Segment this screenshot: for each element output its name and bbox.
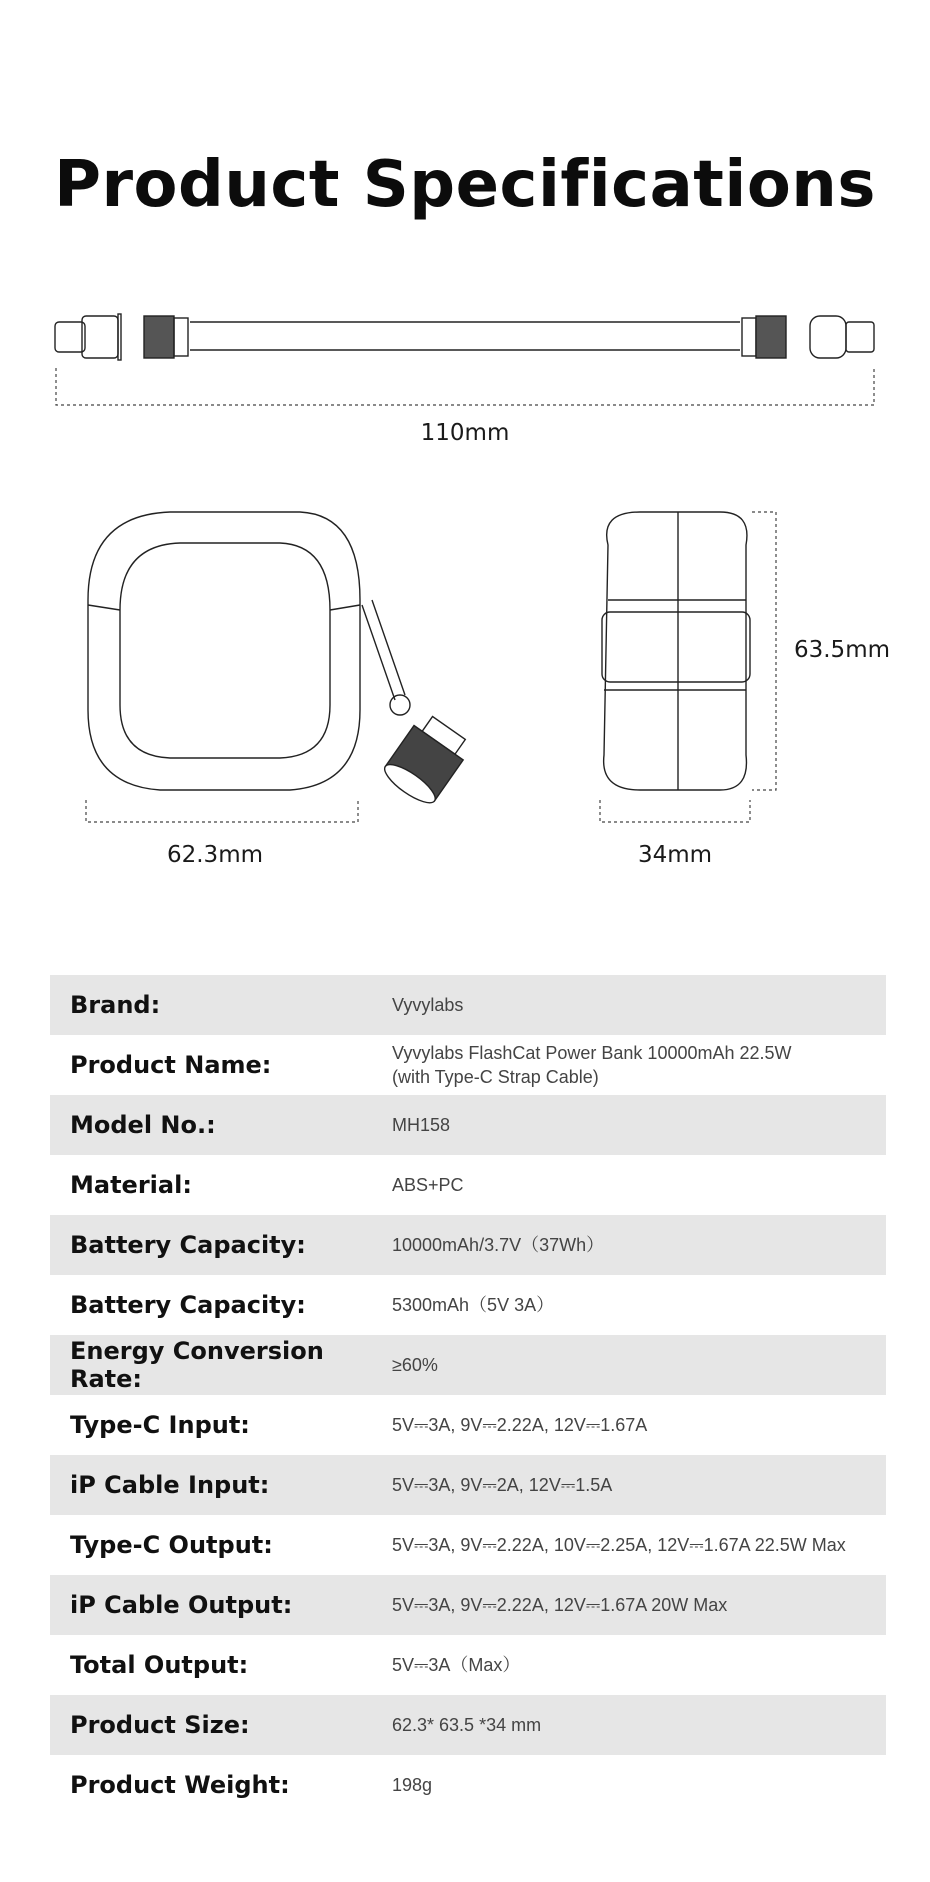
spec-label: Product Name: xyxy=(70,1051,272,1079)
table-row xyxy=(50,975,886,1035)
spec-value: Vyvylabs FlashCat Power Bank 10000mAh 22.5W (with Type-C Strap Cable) xyxy=(392,1043,792,1087)
spec-value: ≥60% xyxy=(392,1355,438,1375)
spec-label: Type-C Output: xyxy=(70,1531,273,1559)
page-title: Product Specifications xyxy=(54,148,876,222)
spec-value: 5V⎓3A（Max） xyxy=(392,1655,521,1675)
spec-label: Type-C Input: xyxy=(70,1411,250,1439)
spec-label: Battery Capacity: xyxy=(70,1231,306,1259)
table-row xyxy=(50,1455,886,1515)
front-view-drawing xyxy=(88,512,474,809)
height-label: 63.5mm xyxy=(793,637,891,663)
spec-value: 5V⎓3A, 9V⎓2.22A, 12V⎓1.67A xyxy=(392,1415,648,1435)
spec-value: 10000mAh/3.7V（37Wh） xyxy=(392,1235,605,1255)
spec-value: 5V⎓3A, 9V⎓2.22A, 10V⎓2.25A, 12V⎓1.67A 22.5W Max xyxy=(392,1535,846,1555)
spec-value: ABS+PC xyxy=(392,1175,464,1195)
spec-label: Total Output: xyxy=(70,1651,249,1679)
table-row xyxy=(50,1095,886,1155)
table-row xyxy=(50,1275,886,1335)
spec-label: Battery Capacity: xyxy=(70,1291,306,1319)
spec-label: iP Cable Output: xyxy=(70,1591,293,1619)
table-row xyxy=(50,1035,886,1095)
table-row xyxy=(50,1155,886,1215)
spec-label: Brand: xyxy=(70,991,161,1019)
table-row xyxy=(50,1755,886,1815)
table-row xyxy=(50,1575,886,1635)
spec-value: 198g xyxy=(392,1775,433,1795)
spec-value: 5V⎓3A, 9V⎓2A, 12V⎓1.5A xyxy=(392,1475,613,1495)
table-row xyxy=(50,1695,886,1755)
cable-length-label: 110mm xyxy=(420,420,510,446)
table-row xyxy=(50,1215,886,1275)
table-row xyxy=(50,1515,886,1575)
specs-table xyxy=(50,975,886,1815)
spec-label: Material: xyxy=(70,1171,192,1199)
table-row xyxy=(50,1335,886,1395)
spec-value: 62.3* 63.5 *34 mm xyxy=(392,1715,542,1735)
spec-value: 5300mAh（5V 3A） xyxy=(392,1295,555,1315)
spec-value: Vyvylabs xyxy=(392,995,464,1015)
cable-drawing xyxy=(55,314,874,360)
spec-label: Model No.: xyxy=(70,1111,216,1139)
spec-value: 5V⎓3A, 9V⎓2.22A, 12V⎓1.67A 20W Max xyxy=(392,1595,728,1615)
product-drawings xyxy=(0,0,930,930)
table-row xyxy=(50,1635,886,1695)
width-label: 62.3mm xyxy=(166,842,264,868)
spec-value: MH158 xyxy=(392,1115,451,1135)
side-view-drawing xyxy=(602,512,750,790)
table-row xyxy=(50,1395,886,1455)
spec-label: iP Cable Input: xyxy=(70,1471,270,1499)
depth-label: 34mm xyxy=(637,842,713,868)
spec-label: Product Size: xyxy=(70,1711,250,1739)
spec-label: Product Weight: xyxy=(70,1771,290,1799)
spec-label: Energy Conversion Rate: xyxy=(70,1337,324,1393)
